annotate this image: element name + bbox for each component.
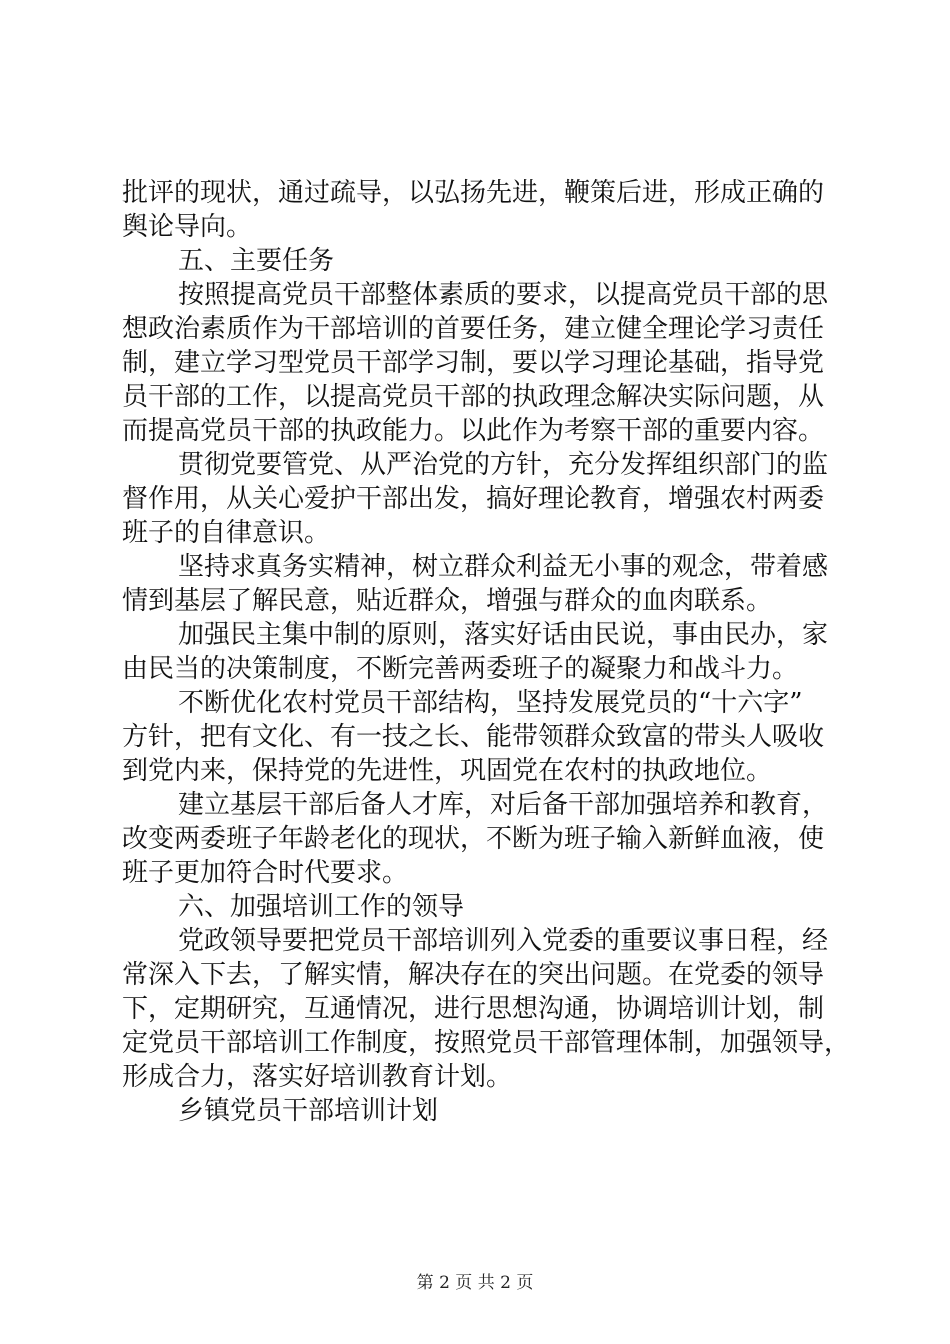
body-line-5: 想政治素质作为干部培训的首要任务，建立健全理论学习责任 <box>122 314 825 344</box>
body-line-19: 建立基层干部后备人才库，对后备干部加强培养和教育， <box>178 790 829 820</box>
page-footer: 第 2 页 共 2 页 <box>416 1273 534 1293</box>
body-line-11: 班子的自律意识。 <box>122 518 331 548</box>
body-line-18: 到党内来，保持党的先进性，巩固党在农村的执政地位。 <box>122 756 773 786</box>
body-line-12: 坚持求真务实精神，树立群众利益无小事的观念，带着感 <box>178 552 829 582</box>
section-heading-5: 五、主要任务 <box>178 246 335 276</box>
body-line-2: 舆论导向。 <box>122 212 253 242</box>
body-line-8: 而提高党员干部的执政能力。以此作为考察干部的重要内容。 <box>122 416 825 446</box>
body-line-10: 督作用，从关心爱护干部出发，搞好理论教育，增强农村两委 <box>122 484 825 514</box>
body-line-16: 不断优化农村党员干部结构，坚持发展党员的“十六字” <box>178 688 803 718</box>
body-line-26: 定党员干部培训工作制度，按照党员干部管理体制，加强领导， <box>122 1028 851 1058</box>
body-line-23: 党政领导要把党员干部培训列入党委的重要议事日程，经 <box>178 926 829 956</box>
body-line-24: 常深入下去，了解实情，解决存在的突出问题。在党委的领导 <box>122 960 825 990</box>
document-title-line: 乡镇党员干部培训计划 <box>178 1096 439 1126</box>
body-line-21: 班子更加符合时代要求。 <box>122 858 409 888</box>
body-line-20: 改变两委班子年龄老化的现状，不断为班子输入新鲜血液，使 <box>122 824 825 854</box>
body-line-9: 贯彻党要管党、从严治党的方针，充分发挥组织部门的监 <box>178 450 829 480</box>
body-line-13: 情到基层了解民意，贴近群众，增强与群众的血肉联系。 <box>122 586 773 616</box>
body-line-15: 由民当的决策制度，不断完善两委班子的凝聚力和战斗力。 <box>122 654 799 684</box>
body-line-6: 制，建立学习型党员干部学习制，要以学习理论基础，指导党 <box>122 348 825 378</box>
body-line-17: 方针，把有文化、有一技之长、能带领群众致富的带头人吸收 <box>122 722 825 752</box>
body-line-4: 按照提高党员干部整体素质的要求，以提高党员干部的思 <box>178 280 829 310</box>
body-line-1: 批评的现状，通过疏导，以弘扬先进，鞭策后进，形成正确的 <box>122 178 825 208</box>
body-line-14: 加强民主集中制的原则，落实好话由民说，事由民办，家 <box>178 620 829 650</box>
body-line-25: 下，定期研究，互通情况，进行思想沟通，协调培训计划，制 <box>122 994 825 1024</box>
section-heading-6: 六、加强培训工作的领导 <box>178 892 465 922</box>
body-line-7: 员干部的工作，以提高党员干部的执政理念解决实际问题，从 <box>122 382 825 412</box>
body-line-27: 形成合力，落实好培训教育计划。 <box>122 1062 513 1092</box>
